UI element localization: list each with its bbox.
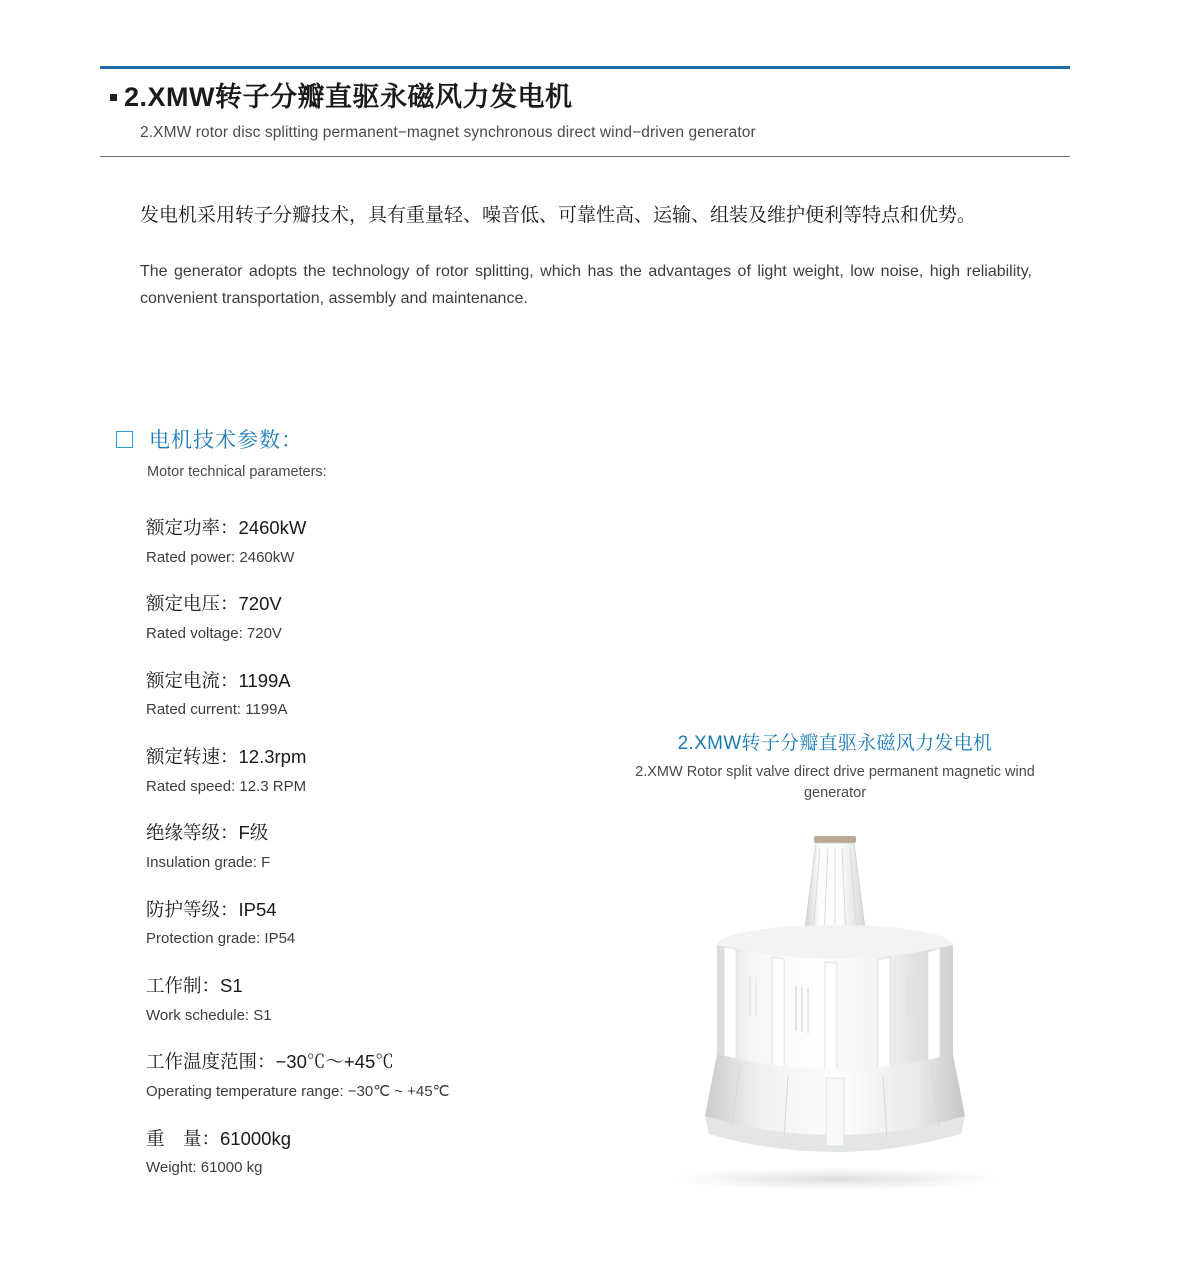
spec-list	[146, 515, 616, 1202]
spec-label-cn: 工作温度范围：−30℃～+45℃	[146, 1051, 394, 1073]
spec-item	[146, 973, 616, 1027]
figure-caption-cn: 2.XMW转子分瓣直驱永磁风力发电机	[677, 733, 993, 754]
spec-item	[146, 1049, 616, 1103]
section-heading	[116, 424, 716, 480]
header-bottom-rule	[100, 156, 1070, 157]
spec-label-en: Protection grade: IP54	[146, 930, 296, 948]
spec-item	[146, 515, 616, 569]
spec-item	[146, 668, 616, 722]
spec-label-en: Rated speed: 12.3 RPM	[146, 777, 307, 795]
spec-label-en: Rated voltage: 720V	[146, 625, 282, 643]
square-outline-icon	[116, 431, 133, 448]
square-bullet-icon	[110, 94, 117, 101]
spec-label-en: Rated power: 2460kW	[146, 548, 295, 566]
section-title-cn: 电机技术参数：	[149, 429, 303, 452]
spec-label-cn: 防护等级：IP54	[146, 898, 277, 920]
spec-label-cn: 额定电压：720V	[146, 593, 282, 615]
page-header	[100, 80, 1070, 142]
spec-label-cn: 绝缘等级：F级	[146, 822, 269, 844]
wind-generator-illustration	[620, 816, 1050, 1216]
spec-item	[146, 744, 616, 798]
spec-label-en: Weight: 61000 kg	[146, 1159, 263, 1177]
page-title-en: 2.XMW rotor disc splitting permanent−magnet synchronous direct wind−driven generator	[140, 124, 756, 142]
spec-label-cn: 重 量：61000kg	[146, 1127, 291, 1149]
header-top-rule	[100, 66, 1070, 69]
figure-block	[620, 728, 1050, 1216]
wind-generator-photo	[620, 816, 1050, 1216]
section-heading-row	[116, 424, 716, 454]
intro-paragraph-en: The generator adopts the technology of rotor splitting, which has the advantages of light weight, low noise, high reliability, convenient transportation, assembly and maintenance.	[140, 262, 1032, 307]
section-title-en: Motor technical parameters:	[147, 464, 327, 480]
spec-label-en: Operating temperature range: −30℃ ~ +45℃	[146, 1083, 450, 1100]
spec-label-en: Rated current: 1199A	[146, 701, 288, 719]
page-title-cn-text: 2.XMW转子分瓣直驱永磁风力发电机	[124, 82, 573, 112]
spec-label-cn: 工作制：S1	[146, 974, 243, 996]
spec-label-cn: 额定转速：12.3rpm	[146, 745, 307, 767]
spec-item	[146, 591, 616, 645]
page-title-cn	[100, 80, 1070, 115]
spec-item	[146, 897, 616, 951]
figure-shadow	[675, 1168, 995, 1190]
spec-item	[146, 1126, 616, 1180]
figure-caption-en: 2.XMW Rotor split valve direct drive permanent magnetic wind generator	[635, 764, 1035, 802]
spec-label-en: Insulation grade: F	[146, 854, 271, 872]
spec-item	[146, 820, 616, 874]
intro-paragraph-cn: 发电机采用转子分瓣技术，具有重量轻、噪音低、可靠性高、运输、组装及维护便利等特点和优势。	[140, 205, 977, 226]
spec-label-cn: 额定电流：1199A	[146, 669, 291, 691]
intro-block	[140, 200, 1032, 312]
spec-label-en: Work schedule: S1	[146, 1006, 272, 1024]
spec-label-cn: 额定功率：2460kW	[146, 517, 307, 538]
